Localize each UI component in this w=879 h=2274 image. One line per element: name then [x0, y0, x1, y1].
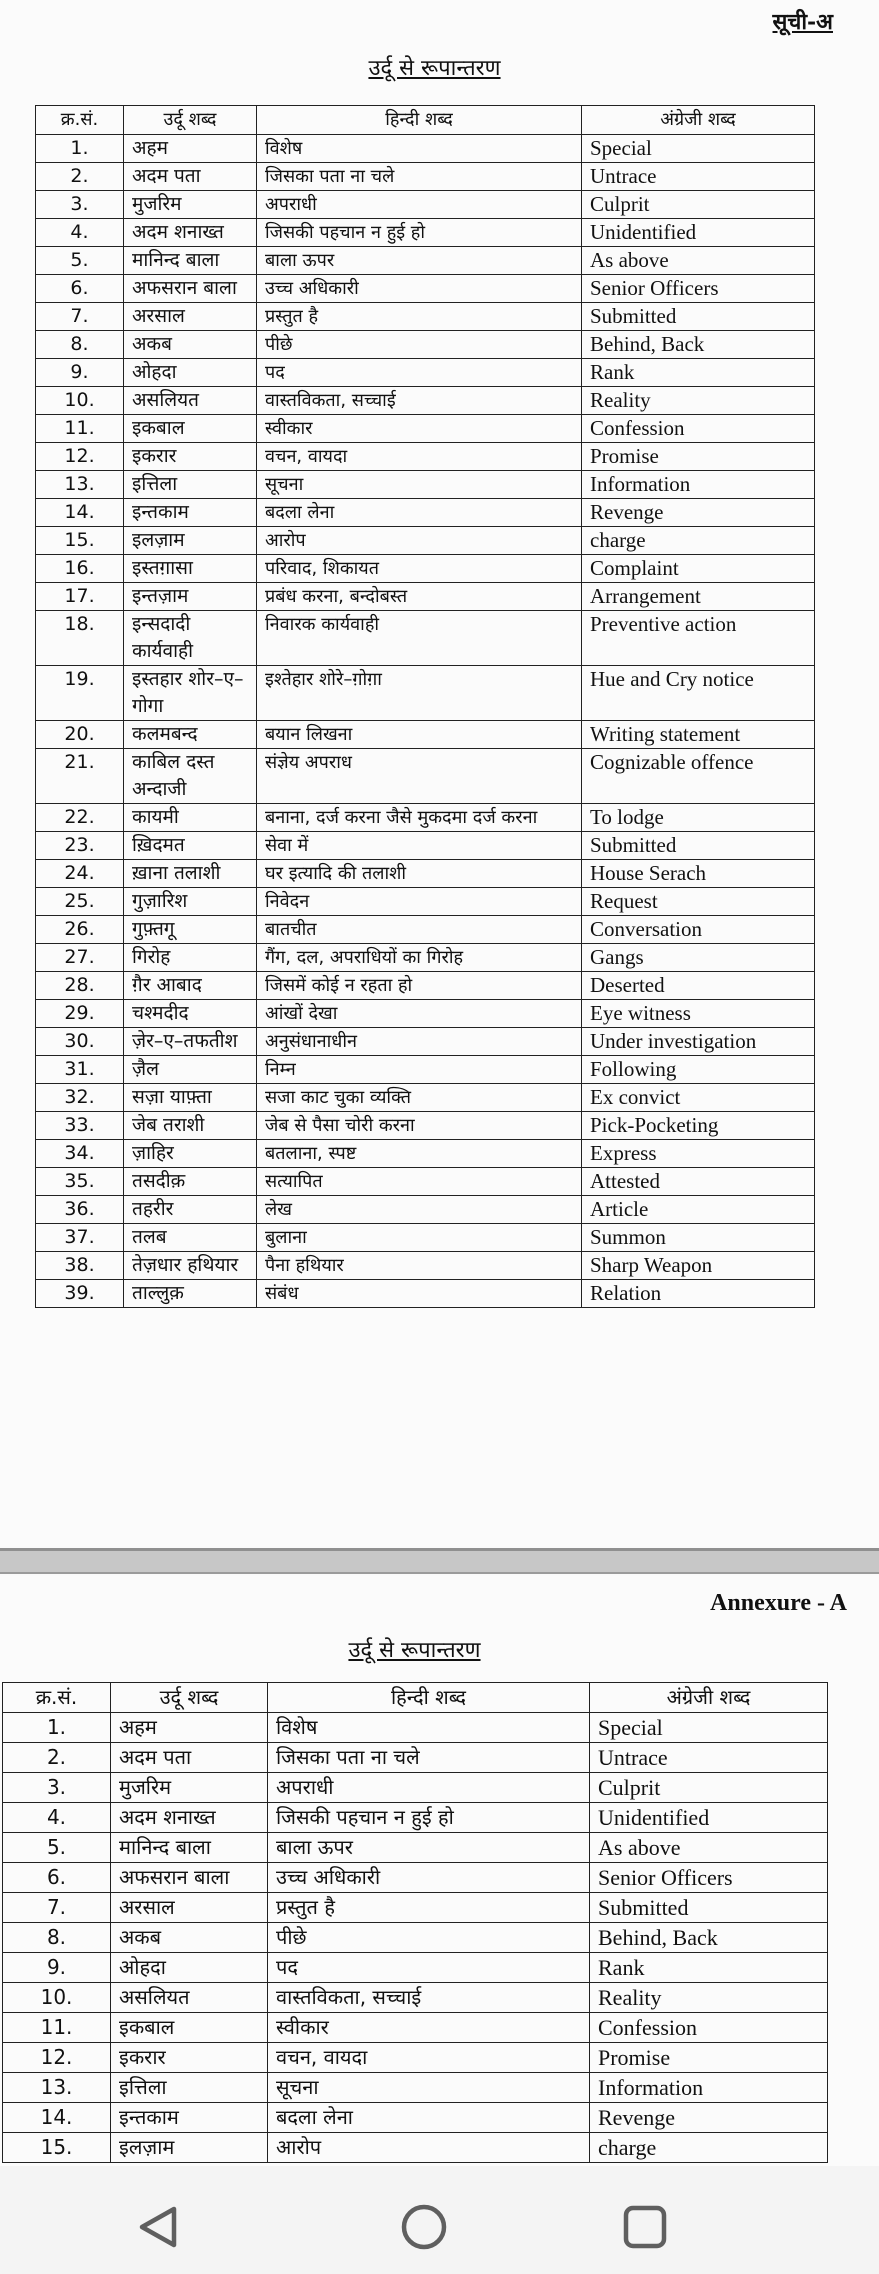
table-row — [36, 555, 815, 583]
english-word-cell: As above — [590, 1833, 828, 1863]
header-hindi: हिन्दी शब्द — [268, 1683, 590, 1713]
serial-cell: 8. — [36, 331, 124, 359]
english-word-cell: Revenge — [590, 2103, 828, 2133]
table-row — [36, 832, 815, 860]
english-word-cell: Gangs — [582, 944, 815, 972]
serial-cell: 18. — [36, 611, 124, 666]
english-word-cell: Reality — [590, 1983, 828, 2013]
table-row — [3, 2103, 828, 2133]
hindi-word-cell: जिसमें कोई न रहता हो — [257, 972, 582, 1000]
hindi-word-cell: स्वीकार — [257, 415, 582, 443]
hindi-word-cell: पद — [268, 1953, 590, 1983]
urdu-word-cell: मानिन्द बाला — [111, 1833, 268, 1863]
table-row — [3, 1953, 828, 1983]
urdu-word-cell: अदम पता — [111, 1743, 268, 1773]
serial-cell: 22. — [36, 804, 124, 832]
urdu-word-cell: अदम पता — [124, 163, 257, 191]
serial-cell: 39. — [36, 1280, 124, 1308]
hindi-word-cell: संबंध — [257, 1280, 582, 1308]
hindi-word-cell: संज्ञेय अपराध — [257, 749, 582, 804]
urdu-word-cell: इन्तज़ाम — [124, 583, 257, 611]
table-header-row — [3, 1683, 828, 1713]
serial-cell: 9. — [3, 1953, 111, 1983]
hindi-word-cell: बदला लेना — [268, 2103, 590, 2133]
table-body — [36, 135, 815, 1308]
serial-cell: 8. — [3, 1923, 111, 1953]
english-word-cell: Relation — [582, 1280, 815, 1308]
english-word-cell: Rank — [582, 359, 815, 387]
urdu-word-cell: इस्तग़ासा — [124, 555, 257, 583]
hindi-word-cell: गैंग, दल, अपराधियों का गिरोह — [257, 944, 582, 972]
urdu-word-cell: ज़ेर–ए–तफतीश — [124, 1028, 257, 1056]
serial-cell: 11. — [3, 2013, 111, 2043]
urdu-word-cell: जेब तराशी — [124, 1112, 257, 1140]
urdu-word-cell: मानिन्द बाला — [124, 247, 257, 275]
serial-cell: 9. — [36, 359, 124, 387]
table-row — [3, 2073, 828, 2103]
serial-cell: 6. — [3, 1863, 111, 1893]
english-word-cell: Cognizable offence — [582, 749, 815, 804]
english-word-cell: Unidentified — [582, 219, 815, 247]
english-word-cell: Confession — [582, 415, 815, 443]
table-row — [36, 860, 815, 888]
urdu-word-cell: इन्सदादी कार्यवाही — [124, 611, 257, 666]
serial-cell: 15. — [3, 2133, 111, 2163]
hindi-word-cell: प्रबंध करना, बन्दोबस्त — [257, 583, 582, 611]
table-row — [36, 499, 815, 527]
hindi-word-cell: पद — [257, 359, 582, 387]
table-row — [36, 1056, 815, 1084]
serial-cell: 19. — [36, 666, 124, 721]
urdu-word-cell: सज़ा याफ़्ता — [124, 1084, 257, 1112]
english-word-cell: Behind, Back — [590, 1923, 828, 1953]
english-word-cell: Deserted — [582, 972, 815, 1000]
urdu-word-cell: ओहदा — [111, 1953, 268, 1983]
table-row — [36, 916, 815, 944]
hindi-word-cell: बाला ऊपर — [268, 1833, 590, 1863]
serial-cell: 29. — [36, 1000, 124, 1028]
urdu-word-cell: इकरार — [111, 2043, 268, 2073]
hindi-word-cell: बुलाना — [257, 1224, 582, 1252]
hindi-word-cell: सेवा में — [257, 832, 582, 860]
page-label: सूची-अ — [772, 9, 833, 35]
hindi-word-cell: घर इत्यादि की तलाशी — [257, 860, 582, 888]
table-header-row — [36, 106, 815, 135]
hindi-word-cell: पीछे — [257, 331, 582, 359]
english-word-cell: Arrangement — [582, 583, 815, 611]
hindi-word-cell: निवेदन — [257, 888, 582, 916]
urdu-word-cell: ख़िदमत — [124, 832, 257, 860]
serial-cell: 24. — [36, 860, 124, 888]
table-row — [36, 443, 815, 471]
urdu-word-cell: ताल्लुक़ — [124, 1280, 257, 1308]
urdu-word-cell: मुजरिम — [111, 1773, 268, 1803]
hindi-word-cell: जिसका पता ना चले — [268, 1743, 590, 1773]
serial-cell: 12. — [36, 443, 124, 471]
urdu-word-cell: इकबाल — [124, 415, 257, 443]
table-row — [36, 1112, 815, 1140]
page-divider — [0, 1548, 879, 1574]
urdu-word-cell: गुज़ारिश — [124, 888, 257, 916]
table-row — [36, 1224, 815, 1252]
serial-cell: 5. — [3, 1833, 111, 1863]
table-row — [3, 1923, 828, 1953]
english-word-cell: Culprit — [590, 1773, 828, 1803]
urdu-word-cell: इलज़ाम — [111, 2133, 268, 2163]
hindi-word-cell: बदला लेना — [257, 499, 582, 527]
urdu-word-cell: ज़ैल — [124, 1056, 257, 1084]
serial-cell: 26. — [36, 916, 124, 944]
hindi-word-cell: जिसकी पहचान न हुई हो — [257, 219, 582, 247]
hindi-word-cell: वचन, वायदा — [268, 2043, 590, 2073]
table-row — [3, 2013, 828, 2043]
english-word-cell: Pick-Pocketing — [582, 1112, 815, 1140]
serial-cell: 38. — [36, 1252, 124, 1280]
english-word-cell: Information — [590, 2073, 828, 2103]
hindi-word-cell: बनाना, दर्ज करना जैसे मुकदमा दर्ज करना — [257, 804, 582, 832]
table-row — [3, 1713, 828, 1743]
hindi-word-cell: सूचना — [257, 471, 582, 499]
hindi-word-cell: जिसका पता ना चले — [257, 163, 582, 191]
serial-cell: 33. — [36, 1112, 124, 1140]
serial-cell: 25. — [36, 888, 124, 916]
english-word-cell: Eye witness — [582, 1000, 815, 1028]
urdu-word-cell: अहम — [124, 135, 257, 163]
english-word-cell: Under investigation — [582, 1028, 815, 1056]
table-row — [36, 415, 815, 443]
header-urdu: उर्दू शब्द — [111, 1683, 268, 1713]
table-row — [3, 1773, 828, 1803]
english-word-cell: Promise — [590, 2043, 828, 2073]
table-row — [36, 1140, 815, 1168]
english-word-cell: Submitted — [590, 1893, 828, 1923]
table-row — [3, 1833, 828, 1863]
serial-cell: 4. — [36, 219, 124, 247]
table-row — [36, 191, 815, 219]
serial-cell: 1. — [3, 1713, 111, 1743]
english-word-cell: Summon — [582, 1224, 815, 1252]
serial-cell: 37. — [36, 1224, 124, 1252]
hindi-word-cell: सजा काट चुका व्यक्ति — [257, 1084, 582, 1112]
table-row — [36, 944, 815, 972]
serial-cell: 36. — [36, 1196, 124, 1224]
table-row — [36, 749, 815, 804]
back-button[interactable] — [128, 2202, 188, 2252]
header-english: अंग्रेजी शब्द — [582, 106, 815, 135]
home-button[interactable] — [394, 2202, 454, 2252]
table-body — [3, 1713, 828, 2163]
table-row — [36, 721, 815, 749]
table-row — [36, 163, 815, 191]
table-row — [36, 219, 815, 247]
table-row — [36, 387, 815, 415]
english-word-cell: Express — [582, 1140, 815, 1168]
table-row — [3, 1983, 828, 2013]
urdu-word-cell: तसदीक़ — [124, 1168, 257, 1196]
hindi-word-cell: लेख — [257, 1196, 582, 1224]
header-serial: क्र.सं. — [36, 106, 124, 135]
english-word-cell: To lodge — [582, 804, 815, 832]
urdu-word-cell: मुजरिम — [124, 191, 257, 219]
hindi-word-cell: बतलाना, स्पष्ट — [257, 1140, 582, 1168]
english-word-cell: Special — [582, 135, 815, 163]
table-row — [36, 1028, 815, 1056]
english-word-cell: Conversation — [582, 916, 815, 944]
english-word-cell: Sharp Weapon — [582, 1252, 815, 1280]
urdu-word-cell: कलमबन्द — [124, 721, 257, 749]
table-row — [36, 1196, 815, 1224]
english-word-cell: Preventive action — [582, 611, 815, 666]
urdu-word-cell: गिरोह — [124, 944, 257, 972]
english-word-cell: Senior Officers — [590, 1863, 828, 1893]
english-word-cell: Senior Officers — [582, 275, 815, 303]
table-row — [36, 611, 815, 666]
urdu-word-cell: ग़ैर आबाद — [124, 972, 257, 1000]
english-word-cell: House Serach — [582, 860, 815, 888]
table-row — [36, 275, 815, 303]
table-row — [36, 303, 815, 331]
hindi-word-cell: उच्च अधिकारी — [268, 1863, 590, 1893]
english-word-cell: Writing statement — [582, 721, 815, 749]
hindi-word-cell: बातचीत — [257, 916, 582, 944]
hindi-word-cell: स्वीकार — [268, 2013, 590, 2043]
english-word-cell: Following — [582, 1056, 815, 1084]
serial-cell: 17. — [36, 583, 124, 611]
hindi-word-cell: आरोप — [257, 527, 582, 555]
translation-table — [2, 1682, 828, 2163]
hindi-word-cell: परिवाद, शिकायत — [257, 555, 582, 583]
urdu-word-cell: गुफ़्तगू — [124, 916, 257, 944]
hindi-word-cell: आंखों देखा — [257, 1000, 582, 1028]
serial-cell: 13. — [3, 2073, 111, 2103]
serial-cell: 4. — [3, 1803, 111, 1833]
english-word-cell: Untrace — [590, 1743, 828, 1773]
serial-cell: 14. — [36, 499, 124, 527]
hindi-word-cell: वचन, वायदा — [257, 443, 582, 471]
hindi-word-cell: विशेष — [268, 1713, 590, 1743]
hindi-word-cell: पीछे — [268, 1923, 590, 1953]
english-word-cell: Information — [582, 471, 815, 499]
serial-cell: 2. — [3, 1743, 111, 1773]
serial-cell: 34. — [36, 1140, 124, 1168]
hindi-word-cell: आरोप — [268, 2133, 590, 2163]
table-row — [36, 135, 815, 163]
header-urdu: उर्दू शब्द — [124, 106, 257, 135]
table-row — [3, 1863, 828, 1893]
hindi-word-cell: जिसकी पहचान न हुई हो — [268, 1803, 590, 1833]
translation-table — [35, 105, 815, 1308]
serial-cell: 13. — [36, 471, 124, 499]
hindi-word-cell: प्रस्तुत है — [257, 303, 582, 331]
urdu-word-cell: अकब — [124, 331, 257, 359]
page-title: उर्दू से रूपान्तरण — [368, 56, 501, 81]
page-label: Annexure - A — [710, 1590, 847, 1616]
serial-cell: 14. — [3, 2103, 111, 2133]
english-word-cell: Rank — [590, 1953, 828, 1983]
english-word-cell: Hue and Cry notice — [582, 666, 815, 721]
table-row — [36, 583, 815, 611]
urdu-word-cell: अरसाल — [124, 303, 257, 331]
urdu-word-cell: इन्तकाम — [111, 2103, 268, 2133]
hindi-word-cell: बयान लिखना — [257, 721, 582, 749]
urdu-word-cell: इत्तिला — [111, 2073, 268, 2103]
english-word-cell: Reality — [582, 387, 815, 415]
table-row — [36, 527, 815, 555]
serial-cell: 5. — [36, 247, 124, 275]
urdu-word-cell: तहरीर — [124, 1196, 257, 1224]
table-row — [3, 2133, 828, 2163]
english-word-cell: Ex convict — [582, 1084, 815, 1112]
table-row — [36, 359, 815, 387]
urdu-word-cell: अफसरान बाला — [124, 275, 257, 303]
english-word-cell: Behind, Back — [582, 331, 815, 359]
table-row — [36, 888, 815, 916]
english-word-cell: Special — [590, 1713, 828, 1743]
urdu-word-cell: इत्तिला — [124, 471, 257, 499]
table-row — [36, 471, 815, 499]
urdu-word-cell: कायमी — [124, 804, 257, 832]
serial-cell: 1. — [36, 135, 124, 163]
urdu-word-cell: काबिल दस्त अन्दाजी — [124, 749, 257, 804]
serial-cell: 16. — [36, 555, 124, 583]
hindi-word-cell: बाला ऊपर — [257, 247, 582, 275]
table-row — [36, 331, 815, 359]
urdu-word-cell: अदम शनाख्त — [124, 219, 257, 247]
urdu-word-cell: इन्तकाम — [124, 499, 257, 527]
header-english: अंग्रेजी शब्द — [590, 1683, 828, 1713]
english-word-cell: Untrace — [582, 163, 815, 191]
header-hindi: हिन्दी शब्द — [257, 106, 582, 135]
hindi-word-cell: अनुसंधानाधीन — [257, 1028, 582, 1056]
table-row — [3, 1803, 828, 1833]
urdu-word-cell: अदम शनाख्त — [111, 1803, 268, 1833]
serial-cell: 27. — [36, 944, 124, 972]
hindi-word-cell: उच्च अधिकारी — [257, 275, 582, 303]
english-word-cell: Complaint — [582, 555, 815, 583]
android-navigation-bar — [0, 2166, 879, 2274]
table-row — [36, 804, 815, 832]
serial-cell: 11. — [36, 415, 124, 443]
urdu-word-cell: इस्तहार शोर–ए–गोगा — [124, 666, 257, 721]
hindi-word-cell: जेब से पैसा चोरी करना — [257, 1112, 582, 1140]
serial-cell: 3. — [3, 1773, 111, 1803]
hindi-word-cell: सूचना — [268, 2073, 590, 2103]
urdu-word-cell: इकरार — [124, 443, 257, 471]
urdu-word-cell: ज़ाहिर — [124, 1140, 257, 1168]
english-word-cell: Request — [582, 888, 815, 916]
urdu-word-cell: तलब — [124, 1224, 257, 1252]
serial-cell: 3. — [36, 191, 124, 219]
header-serial: क्र.सं. — [3, 1683, 111, 1713]
english-word-cell: Submitted — [582, 832, 815, 860]
hindi-word-cell: प्रस्तुत है — [268, 1893, 590, 1923]
urdu-word-cell: अफसरान बाला — [111, 1863, 268, 1893]
serial-cell: 30. — [36, 1028, 124, 1056]
page-title: उर्दू से रूपान्तरण — [348, 1638, 481, 1663]
recent-square-icon — [621, 2203, 669, 2251]
hindi-word-cell: पैना हथियार — [257, 1252, 582, 1280]
hindi-word-cell: अपराधी — [257, 191, 582, 219]
serial-cell: 10. — [3, 1983, 111, 2013]
table-row — [36, 972, 815, 1000]
urdu-word-cell: ओहदा — [124, 359, 257, 387]
english-word-cell: Attested — [582, 1168, 815, 1196]
serial-cell: 31. — [36, 1056, 124, 1084]
back-triangle-icon — [136, 2204, 180, 2250]
urdu-word-cell: चश्मदीद — [124, 1000, 257, 1028]
hindi-word-cell: विशेष — [257, 135, 582, 163]
table-row — [36, 1000, 815, 1028]
urdu-word-cell: अकब — [111, 1923, 268, 1953]
table-row — [36, 1252, 815, 1280]
serial-cell: 21. — [36, 749, 124, 804]
english-word-cell: Article — [582, 1196, 815, 1224]
english-word-cell: charge — [590, 2133, 828, 2163]
serial-cell: 28. — [36, 972, 124, 1000]
serial-cell: 15. — [36, 527, 124, 555]
urdu-word-cell: अहम — [111, 1713, 268, 1743]
table-row — [36, 1084, 815, 1112]
table-row — [3, 2043, 828, 2073]
urdu-word-cell: असलियत — [124, 387, 257, 415]
home-circle-icon — [399, 2202, 449, 2252]
serial-cell: 20. — [36, 721, 124, 749]
serial-cell: 10. — [36, 387, 124, 415]
hindi-word-cell: निवारक कार्यवाही — [257, 611, 582, 666]
urdu-word-cell: ख़ाना तलाशी — [124, 860, 257, 888]
serial-cell: 12. — [3, 2043, 111, 2073]
hindi-word-cell: इश्तेहार शोरे–ग़ोग़ा — [257, 666, 582, 721]
serial-cell: 2. — [36, 163, 124, 191]
english-word-cell: charge — [582, 527, 815, 555]
table-row — [36, 247, 815, 275]
table-row — [36, 1280, 815, 1308]
serial-cell: 23. — [36, 832, 124, 860]
table-row — [36, 666, 815, 721]
recent-apps-button[interactable] — [615, 2202, 675, 2252]
urdu-word-cell: इकबाल — [111, 2013, 268, 2043]
document-page-2 — [0, 1576, 879, 2166]
serial-cell: 6. — [36, 275, 124, 303]
urdu-word-cell: अरसाल — [111, 1893, 268, 1923]
hindi-word-cell: वास्तविकता, सच्चाई — [268, 1983, 590, 2013]
table-row — [3, 1743, 828, 1773]
urdu-word-cell: इलज़ाम — [124, 527, 257, 555]
hindi-word-cell: सत्यापित — [257, 1168, 582, 1196]
english-word-cell: Culprit — [582, 191, 815, 219]
urdu-word-cell: असलियत — [111, 1983, 268, 2013]
serial-cell: 35. — [36, 1168, 124, 1196]
serial-cell: 7. — [3, 1893, 111, 1923]
english-word-cell: Confession — [590, 2013, 828, 2043]
table-row — [3, 1893, 828, 1923]
english-word-cell: Revenge — [582, 499, 815, 527]
serial-cell: 32. — [36, 1084, 124, 1112]
hindi-word-cell: निम्न — [257, 1056, 582, 1084]
table-row — [36, 1168, 815, 1196]
english-word-cell: Unidentified — [590, 1803, 828, 1833]
serial-cell: 7. — [36, 303, 124, 331]
english-word-cell: Submitted — [582, 303, 815, 331]
english-word-cell: As above — [582, 247, 815, 275]
english-word-cell: Promise — [582, 443, 815, 471]
hindi-word-cell: वास्तविकता, सच्चाई — [257, 387, 582, 415]
hindi-word-cell: अपराधी — [268, 1773, 590, 1803]
urdu-word-cell: तेज़धार हथियार — [124, 1252, 257, 1280]
